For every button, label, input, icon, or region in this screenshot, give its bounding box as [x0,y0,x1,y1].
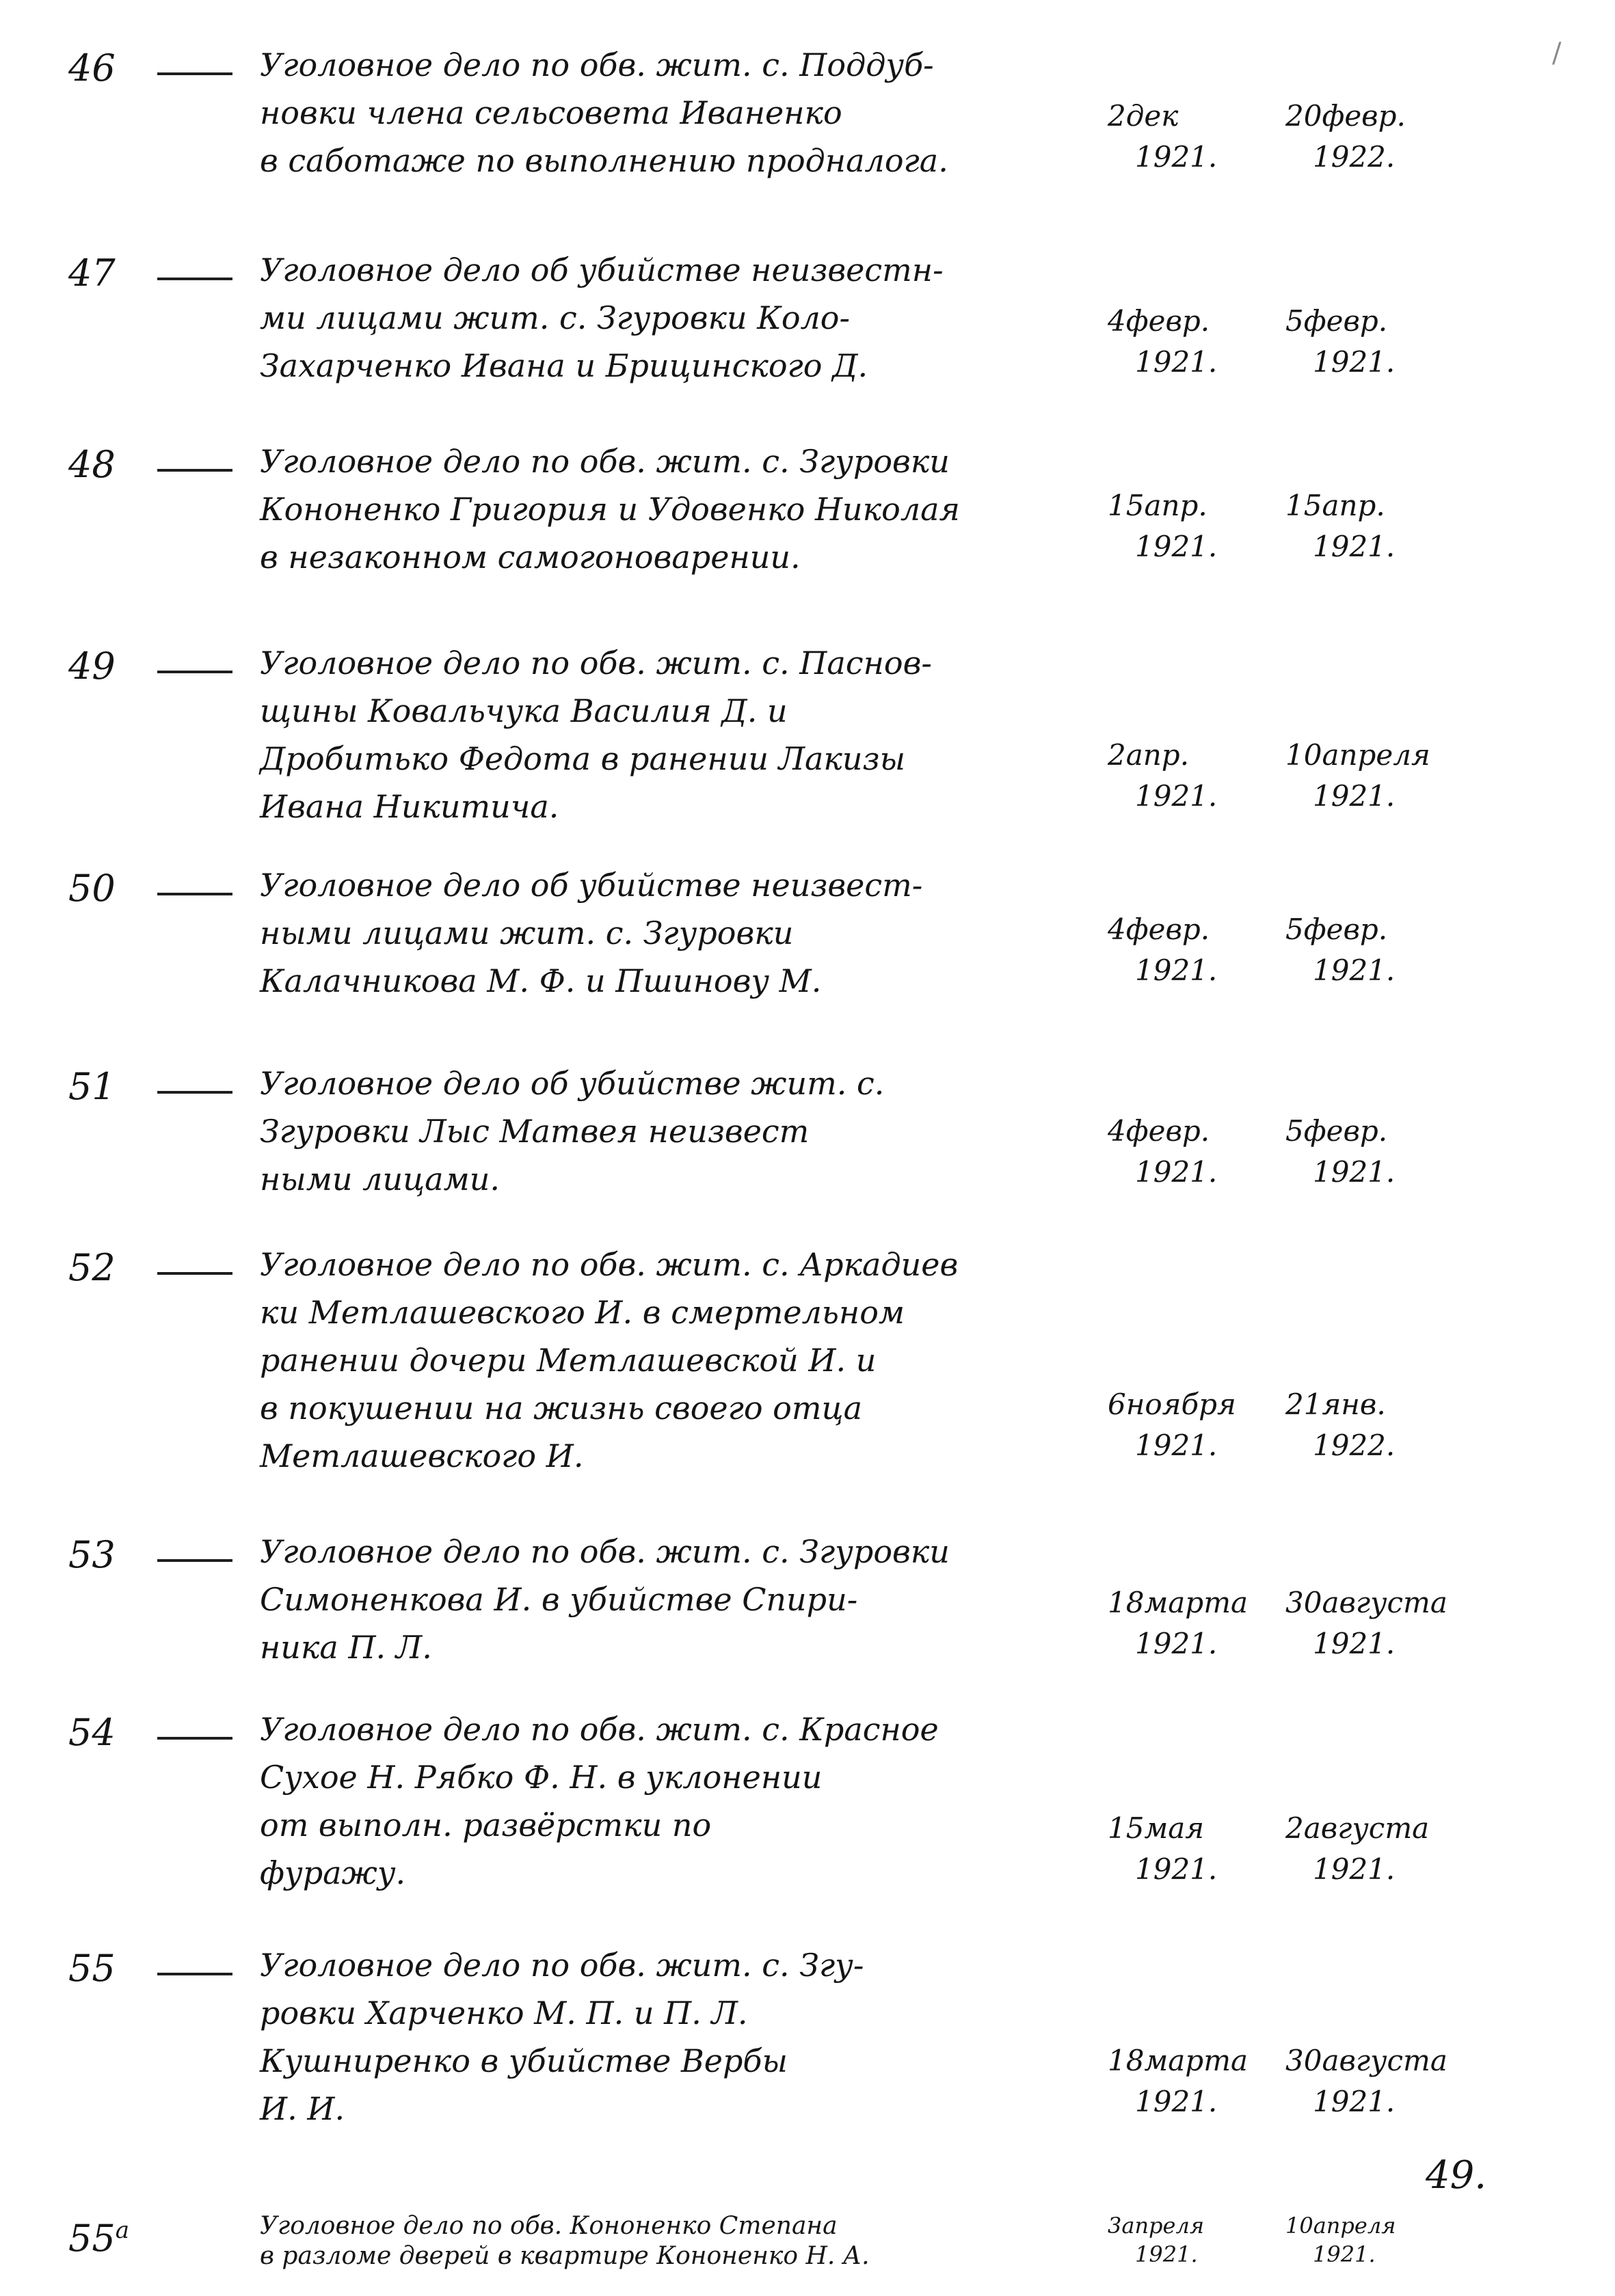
entry-description [260,1528,1149,1671]
description-line: Уголовное дело об убийстве жит. с. [260,1065,885,1102]
description-line: Уголовное дело по обв. жит. с. Паснов- [260,645,932,681]
description-line: в покушении на жизнь своего отца [260,1390,863,1427]
description-line: Симоненкова И. в убийстве Спири- [260,1581,858,1618]
end-date [1285,2211,1443,2269]
description-line: Кушниренко в убийстве Вербы [260,2042,788,2079]
start-date-year: 1921. [1135,1852,1218,1886]
entry-description [260,1705,1149,1897]
start-date-year: 1921. [1135,2241,1198,2267]
end-date-day-month: 5февр. [1285,913,1388,946]
start-date [1108,1582,1265,1664]
entry-number: 54 [68,1711,116,1754]
end-date-year: 1921. [1313,779,1396,813]
description-line: ровки Харченко М. П. и П. Л. [260,1995,748,2031]
case-entry-54 [55,1705,1463,1910]
entry-description [260,1941,1149,2133]
start-date-day-month: 4февр. [1108,304,1210,338]
description-line: ранении дочери Метлашевской И. и [260,1342,877,1379]
description-line: Сухое Н. Рябко Ф. Н. в уклонении [260,1759,823,1796]
entry-dash [157,469,232,472]
description-line: Уголовное дело по обв. жит. с. Згуровки [260,1533,950,1570]
end-date-day-month: 20февр. [1285,99,1406,133]
description-line: Метлашевского И. [260,1437,584,1474]
entry-number: 51 [68,1065,116,1108]
end-date [1285,96,1443,178]
description-line: щины Ковальчука Василия Д. и [260,692,788,729]
entry-number-main: 55 [68,2217,116,2260]
case-entry-50 [55,861,1463,1032]
start-date-day-month: 4февр. [1108,913,1210,946]
start-date [1108,2040,1265,2122]
description-line: в саботаже по выполнению продналога. [260,142,948,179]
end-date-year: 1921. [1313,1155,1396,1189]
description-line: И. И. [260,2090,345,2127]
entry-dash [157,671,232,673]
entry-description [260,437,1149,581]
page-number: 49. [1426,2153,1487,2198]
end-date [1285,1384,1443,1466]
start-date [1108,1111,1265,1193]
description-line: Уголовное дело по обв. Кононенко Степана [260,2212,838,2240]
entry-dash [157,1559,232,1562]
entry-description [260,639,1149,830]
start-date-day-month: 2апр. [1108,738,1190,772]
end-date-year: 1921. [1313,954,1396,987]
case-entry-53 [55,1528,1463,1699]
entry-dash [157,1973,232,1975]
start-date-year: 1921. [1135,1155,1218,1189]
entry-dash [157,278,232,280]
entry-description [260,861,1149,1005]
description-line: новки члена сельсовета Иваненко [260,94,842,131]
end-date-day-month: 21янв. [1285,1388,1386,1421]
case-entry-47 [55,246,1463,417]
end-date [1285,301,1443,383]
entry-dash [157,893,232,895]
case-entry-46 [55,41,1463,212]
entry-number-suffix: а [115,2217,129,2244]
description-line: ми лицами жит. с. Згуровки Коло- [260,299,851,336]
start-date-day-month: 15мая [1108,1811,1205,1845]
case-entry-49 [55,639,1463,837]
description-line: в незаконном самогоноварении. [260,539,801,576]
case-entry-51 [55,1059,1463,1230]
end-date-day-month: 30августа [1285,2044,1447,2077]
end-date [1285,909,1443,991]
start-date-year: 1921. [1135,1429,1218,1462]
description-line: Захарченко Ивана и Брицинского Д. [260,347,868,384]
description-line: Уголовное дело об убийстве неизвест- [260,867,923,904]
end-date-year: 1922. [1313,140,1396,174]
description-line: Уголовное дело по обв. жит. с. Красное [260,1711,939,1748]
entry-number: 47 [68,252,116,295]
description-line: Уголовное дело по обв. жит. с. Згу- [260,1947,864,1984]
description-line: Уголовное дело по обв. жит. с. Аркадиев [260,1246,959,1283]
end-date-day-month: 30августа [1285,1586,1447,1619]
entry-number: 49 [68,645,116,688]
start-date-year: 1921. [1135,530,1218,563]
description-line: Кононенко Григория и Удовенко Николая [260,491,961,528]
start-date-year: 1921. [1135,779,1218,813]
entry-dash [157,72,232,75]
entry-number: 48 [68,443,116,486]
end-date-year: 1921. [1313,1852,1396,1886]
start-date-day-month: 15апр. [1108,489,1207,522]
description-line: Уголовное дело по обв. жит. с. Поддуб- [260,46,934,83]
description-line: Уголовное дело по обв. жит. с. Згуровки [260,443,950,480]
case-entry-55a [55,2211,1463,2286]
entry-number: 50 [68,867,116,910]
start-date-day-month: 6ноября [1108,1388,1236,1421]
entry-number [68,2217,129,2260]
end-date-day-month: 15апр. [1285,489,1385,522]
end-date [1285,735,1443,817]
start-date [1108,485,1265,567]
entry-description [260,1241,1149,1480]
start-date-day-month: 18марта [1108,1586,1249,1619]
end-date-year: 1921. [1313,530,1396,563]
end-date-year: 1922. [1313,1429,1396,1462]
start-date-day-month: 4февр. [1108,1114,1210,1148]
description-line: в разломе дверей в квартире Кононенко Н. А. [260,2242,870,2270]
case-entry-52 [55,1241,1463,1487]
entry-description [260,41,1149,185]
entry-dash [157,1737,232,1740]
end-date-day-month: 5февр. [1285,304,1388,338]
start-date-day-month: 18марта [1108,2044,1249,2077]
end-date-day-month: 10апреля [1285,738,1430,772]
entry-number: 53 [68,1533,116,1576]
start-date-year: 1921. [1135,1627,1218,1660]
entry-description [260,1059,1149,1203]
description-line: ными лицами жит. с. Згуровки [260,915,794,951]
end-date-day-month: 5февр. [1285,1114,1388,1148]
end-date-year: 1921. [1313,2241,1376,2267]
entry-number: 46 [68,46,116,90]
description-line: ными лицами. [260,1161,500,1198]
end-date-day-month: 10апреля [1285,2213,1396,2239]
start-date [1108,1808,1265,1890]
end-date-day-month: 2августа [1285,1811,1430,1845]
description-line: Ивана Никитича. [260,788,559,825]
end-date [1285,1582,1447,1664]
start-date-year: 1921. [1135,2085,1218,2118]
start-date-day-month: 3апреля [1108,2213,1205,2239]
start-date-year: 1921. [1135,345,1218,379]
description-line: ки Метлашевского И. в смертельном [260,1294,905,1331]
description-line: фуражу. [260,1854,406,1891]
entry-dash [157,1272,232,1275]
start-date [1108,1384,1265,1466]
end-date [1285,1808,1443,1890]
end-date-year: 1921. [1313,2085,1396,2118]
description-line: Згуровки Лыс Матвея неизвест [260,1113,810,1150]
end-date [1285,1111,1443,1193]
description-line: Уголовное дело об убийстве неизвестн- [260,252,944,288]
end-date [1285,2040,1447,2122]
start-date [1108,301,1265,383]
start-date [1108,96,1265,178]
entry-description [260,2211,1115,2271]
end-date-year: 1921. [1313,345,1396,379]
description-line: Дробитько Федота в ранении Лакизы [260,740,906,777]
start-date [1108,735,1265,817]
description-line: от выполн. развёрстки по [260,1807,712,1843]
description-line: Калачникова М. Ф. и Пшинову М. [260,962,822,999]
start-date-year: 1921. [1135,140,1218,174]
case-entry-48 [55,437,1463,608]
start-date [1108,909,1265,991]
end-date [1285,485,1443,567]
start-date-day-month: 2дек [1108,99,1179,133]
entry-number: 55 [68,1947,116,1990]
margin-mark: / [1552,38,1562,69]
entry-number: 52 [68,1246,116,1289]
start-date [1108,2211,1265,2269]
end-date-year: 1921. [1313,1627,1396,1660]
case-entry-55 [55,1941,1463,2146]
description-line: ника П. Л. [260,1629,432,1666]
start-date-year: 1921. [1135,954,1218,987]
entry-description [260,246,1149,390]
entry-dash [157,1091,232,1094]
